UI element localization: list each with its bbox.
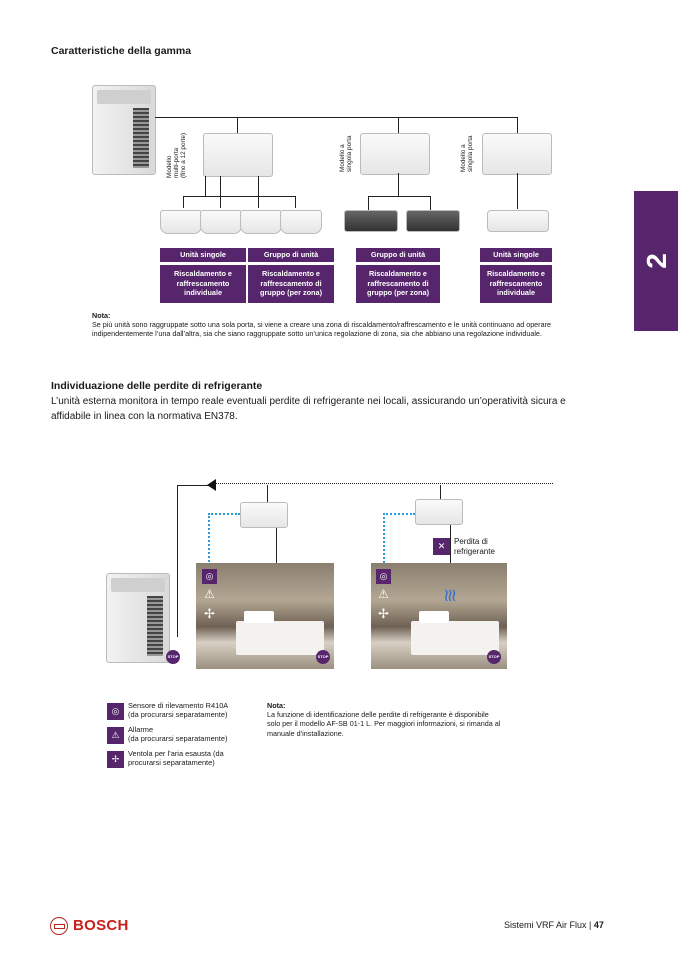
legend-fan-text: Ventola per l’aria esausta (da procurarsi separatamente) <box>128 749 224 768</box>
group-desc-4: Riscaldamento e raffrescamento individuale <box>480 265 552 303</box>
brand-name: BOSCH <box>73 917 129 934</box>
leak-label: Perdita di refrigerante <box>454 537 495 556</box>
singleport-box-image-2 <box>482 133 552 175</box>
group-desc-1: Riscaldamento e raffrescamento individuale <box>160 265 246 303</box>
fan-icon: ✢ <box>204 606 215 621</box>
model-label-3: Modello a singola porta <box>460 135 474 172</box>
legend-alarm-icon: ⚠ <box>107 727 124 744</box>
chapter-tab <box>634 191 678 331</box>
model-label-2: Modello a singola porta <box>339 135 353 172</box>
group-desc-2: Riscaldamento e raffrescamento di gruppo (per zona) <box>248 265 334 303</box>
outdoor-unit-image-2 <box>106 573 170 663</box>
bosch-logo-icon <box>50 917 68 935</box>
wall-unit-image <box>487 210 549 232</box>
fan-icon-2: ✢ <box>378 606 389 621</box>
group-header-2: Gruppo di unità <box>248 248 334 262</box>
port-box-image-1 <box>240 502 288 528</box>
cassette-image-3 <box>240 210 282 234</box>
ducted-image-2 <box>406 210 460 232</box>
sensor-icon-2: ◎ <box>376 569 391 584</box>
stop-icon-room-1: STOP <box>316 650 330 664</box>
port-box-image-2 <box>415 499 463 525</box>
section-title-range: Caratteristiche della gamma <box>51 45 192 57</box>
group-header-3: Gruppo di unità <box>356 248 440 262</box>
multiport-box-image <box>203 133 273 177</box>
legend-fan-icon: ✢ <box>107 751 124 768</box>
singleport-box-image-1 <box>360 133 430 175</box>
group-header-1: Unità singole <box>160 248 246 262</box>
stop-icon-room-2: STOP <box>487 650 501 664</box>
legend-sensor-icon: ◎ <box>107 703 124 720</box>
footer-title: Sistemi VRF Air Flux | 47 <box>504 920 604 930</box>
flow-arrow-icon <box>207 479 216 491</box>
cassette-image-1 <box>160 210 202 234</box>
range-note-title: Nota: <box>92 311 111 320</box>
leak-icon: ✕ <box>433 538 450 555</box>
group-header-4: Unità singole <box>480 248 552 262</box>
group-desc-3: Riscaldamento e raffrescamento di gruppo (per zona) <box>356 265 440 303</box>
cassette-image-2 <box>200 210 242 234</box>
legend-alarm-text: Allarme (da procurarsi separatamente) <box>128 725 228 744</box>
model-label-1: Modello multi-porta (fino a 12 porte) <box>166 132 187 178</box>
section-title-leak: Individuazione delle perdite di refrigerante <box>51 380 263 392</box>
chapter-number: 2 <box>641 253 672 269</box>
sensor-icon: ◎ <box>202 569 217 584</box>
leak-note-title: Nota: <box>267 701 286 710</box>
legend-sensor-text: Sensore di rilevamento R410A (da procurarsi separatamente) <box>128 701 229 720</box>
leak-note-text: La funzione di identificazione delle perdite di refrigerante è disponibile solo per il modello AF-SB 01-1 L. Per maggiori informazioni, si rimanda al manuale d’installazione. <box>267 710 501 738</box>
room-image-2: ≀≀≀ <box>371 563 507 669</box>
cassette-image-4 <box>280 210 322 234</box>
page-number: 47 <box>593 920 604 930</box>
alarm-icon-2: ⚠ <box>378 587 389 601</box>
range-note-text: Se più unità sono raggruppate sotto una sola porta, si viene a creare una zona di riscaldamento/raffrescamento e le unità continuano ad operare indipendentemente l’una dall’altra, sia che siano raggruppate sotto un’unica regolazione di zona, sia che abbiano una regolazione individuale. <box>92 320 551 339</box>
leak-note <box>267 701 502 738</box>
ducted-image-1 <box>344 210 398 232</box>
alarm-icon: ⚠ <box>204 587 215 601</box>
range-note <box>92 311 562 339</box>
outdoor-unit-image <box>92 85 156 175</box>
leak-body-text: L’unità esterna monitora in tempo reale eventuali perdite di refrigerante nei locali, assicurando un’operatività sicura e affidabile in linea con la normativa EN378. <box>51 396 566 422</box>
stop-icon-outdoor: STOP <box>166 650 180 664</box>
